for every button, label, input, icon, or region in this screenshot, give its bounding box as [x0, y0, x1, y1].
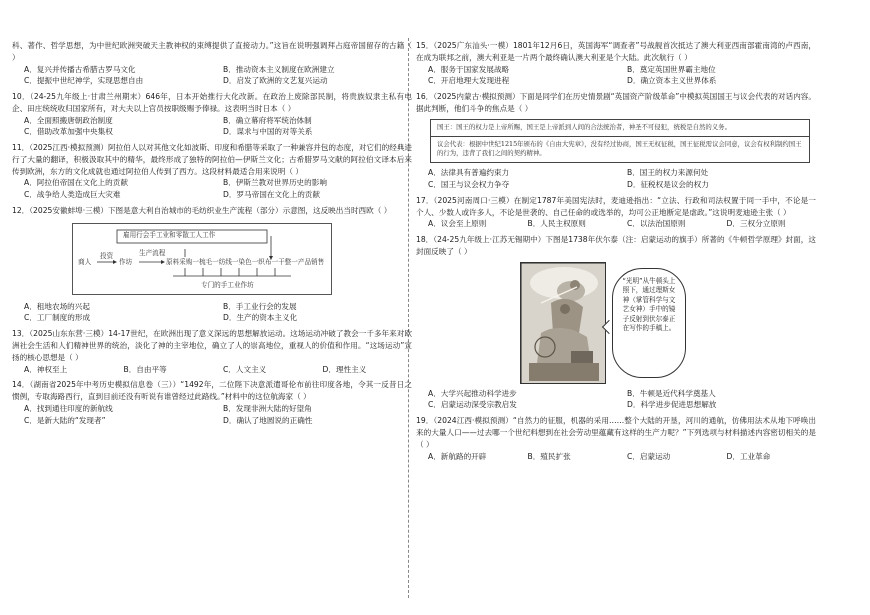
- question-17: [416, 195, 816, 230]
- question-stem: 18．（24-25九年级上·江苏无锡期中）下图是1738年伏尔泰（注：启蒙运动的旗手）所著的《牛顿哲学原理》封面，这封面反映了（ ）: [416, 235, 816, 256]
- left-column: [12, 40, 412, 430]
- option-a: A．神权至上: [24, 364, 68, 374]
- option-d: D．谋求与中国的对等关系: [223, 127, 313, 137]
- question-stem: 11．（2025江西·模拟预测）阿拉伯人以对其他文化如波斯、印度和希腊等采取了一种兼容并包的态度，对它们的经典进行了大量的翻译，积极汲取其中的精华，最终形成了独特的阿拉伯—伊斯兰文化；古希腊罗马文献的阿拉伯文译本后来传到欧洲，东方的文化成就也通过阿拉伯人传到了西方。这段材料最适合用来说明（ ）: [12, 143, 412, 176]
- question-stem: 15．（2025广东汕头·一模）1801年12月6日，英国海军“调查者”号战舰首次抵达了澳大利亚西南部霍南湾的卢西南，在成为联邦之前，澳大利亚是一片两个最终确认澳大利亚是个大陆。此次航行（ ）: [416, 41, 816, 62]
- question-19: [416, 415, 816, 462]
- option-a: A．复兴并传播古希腊古罗马文化: [24, 64, 136, 74]
- option-d: D．启发了欧洲的文艺复兴运动: [223, 76, 328, 86]
- option-a: A．租地农场的兴起: [24, 301, 90, 311]
- option-d: D．罗马帝国在文化上的贡献: [223, 190, 320, 200]
- king-statement: 国王：国王的权力是上帝所赐，国王是上帝派到人间的合法统治者，神圣不可侵犯，统税是自然的义务。: [437, 122, 731, 131]
- option-a: A．法律具有普遍约束力: [428, 168, 510, 178]
- merchant-label: 商人: [78, 257, 92, 266]
- option-c: C．借助改革加强中央集权: [24, 127, 113, 137]
- option-a: A．全面照搬唐朝政治制度: [24, 115, 113, 125]
- option-b: B．手工业行会的发展: [223, 301, 297, 311]
- option-a: A．找到通往印度的新航线: [24, 403, 113, 413]
- options: [12, 115, 412, 139]
- option-c: C．人文主义: [223, 364, 267, 374]
- engraving-illustration: [521, 263, 606, 384]
- question-13: [12, 328, 412, 375]
- option-a: A．大学兴起推动科学进步: [428, 388, 517, 398]
- option-d: D．工业革命: [726, 451, 771, 461]
- option-b: B．牛顿是近代科学奠基人: [627, 388, 716, 398]
- option-b: B．国王的权力来源何处: [627, 168, 709, 178]
- question-stem: 13．（2025山东东营·三模）14-17世纪，在欧洲出现了意义深远的思想解放运动。这场运动冲破了教会一千多年来对欧洲社会生活和人们精神世界的统治，淡化了神的主宰地位，确立了人的崇高地位，重视人的价值和作用。“这场运动”宣扬的核心思想是（ ）: [12, 329, 412, 362]
- option-b: B．自由平等: [123, 364, 167, 374]
- question-stem: 科、著作、哲学思想，为中世纪欧洲突破天主教神权的束缚提供了直接动力。”这旨在说明强调拜占庭帝国留存的古籍（ ）: [12, 41, 412, 62]
- question-18: [416, 234, 816, 411]
- options: [416, 388, 816, 412]
- option-a: A．服务于国家发展战略: [428, 64, 510, 74]
- question-16: [416, 91, 816, 191]
- process-label: 生产流程: [139, 248, 166, 257]
- option-c: C．启蒙运动深受宗教启发: [428, 400, 517, 410]
- question-9: [12, 40, 412, 87]
- options: [416, 218, 816, 230]
- option-c: C．开启地理大发现进程: [428, 76, 510, 86]
- option-d: D．科学进步促进思想解放: [627, 400, 717, 410]
- hire-label: 雇用行会手工业和零散工人工作: [123, 230, 216, 239]
- figure-area: [416, 262, 816, 384]
- options: [12, 364, 412, 376]
- option-a: A．议会至上原则: [428, 219, 487, 229]
- question-15: [416, 40, 816, 87]
- option-d: D．征税权是议会的权力: [627, 180, 709, 190]
- specialist-label: 专门的手工业作坊: [201, 280, 254, 289]
- option-d: D．确立资本主义世界体系: [627, 76, 717, 86]
- question-11: [12, 142, 412, 201]
- option-a: A．新航路的开辟: [428, 451, 487, 461]
- option-d: D．生产的资本主义化: [223, 313, 298, 323]
- option-c: C．以法治国原则: [627, 219, 686, 229]
- option-c: C．工厂制度的形成: [24, 313, 91, 323]
- invest-label: 投资: [100, 251, 114, 260]
- option-b: B．发现非洲大陆的好望角: [223, 403, 312, 413]
- question-10: [12, 91, 412, 138]
- option-b: B．奠定英国世界霸主地位: [627, 64, 716, 74]
- workshop-label: 作坊: [119, 257, 133, 266]
- options: [12, 403, 412, 427]
- options: [416, 451, 816, 463]
- option-b: B．推动资本主义制度在欧洲建立: [223, 64, 335, 74]
- question-stem: 14．（湖南省2025年中考历史模拟信息卷（三））“1492年，二位陛下决意派遣哥伦布前往印度各地，令其一反昔日之惯例，专取海路西行，直到目前还没有听说有谁曾经过此路线。”材料中的这位航海家（ ）: [12, 380, 412, 402]
- parliament-statement: 议会代表：根据中世纪1215年颁布的《自由大宪章》，没有经过协商，国王无权征税，国王征税需议会同意，议会有权利制约国王的行为，违背了我们之间的契约精神。: [431, 136, 809, 163]
- option-b: B．确立幕府将军统治体制: [223, 115, 312, 125]
- question-stem: 17．（2025河南周口·三模）在制定1787年美国宪法时，麦迪逊指出：“立法、行政和司法权置于同一手中，不论是一个人、少数人或许多人，不论是世袭的、自己任命的或选举的，均可公正地断定是虐政。”这说明麦迪逊主张（ ）: [416, 195, 816, 217]
- options: [12, 301, 412, 325]
- question-12: [12, 205, 412, 324]
- options: [416, 64, 816, 88]
- option-c: C．战争给人类造成巨大灾难: [24, 190, 121, 200]
- callout-bubble: “光明”从牛顿头上照下，通过理斯女神（掌管科学与文艺女神）手中的镜子反射到伏尔泰正在写作的手稿上。: [612, 268, 686, 378]
- option-d: D．三权分立原则: [726, 219, 786, 229]
- option-b: B．人民主权原则: [527, 219, 586, 229]
- option-c: C．国王与议会权力争夺: [428, 180, 510, 190]
- option-d: D．确认了地圆说的正确性: [223, 415, 313, 425]
- production-flow-diagram: [72, 223, 332, 295]
- option-c: C．是新大陆的“发现者”: [24, 415, 106, 425]
- option-b: B．伊斯兰教对世界历史的影响: [223, 178, 327, 188]
- options: [12, 64, 412, 88]
- option-c: C．启蒙运动: [627, 451, 671, 461]
- question-14: [12, 379, 412, 426]
- dialogue-box: [430, 119, 810, 164]
- option-c: C．提振中世纪神学，实现思想自由: [24, 76, 144, 86]
- options: [416, 167, 816, 191]
- question-stem: 16．（2025内蒙古·模拟预测）下面是同学们在历史情景剧“英国资产阶级革命”中模拟英国国王与议会代表的对话内容。据此判断，他们斗争的焦点是（ ）: [416, 92, 816, 113]
- newton-engraving-image: [520, 262, 606, 384]
- option-d: D．理性主义: [322, 364, 367, 374]
- right-column: [416, 40, 816, 466]
- option-a: A．阿拉伯帝国在文化上的贡献: [24, 178, 128, 188]
- chain-label: 原料采购一梳毛一纺线一染色一织布一干整一产品销售: [166, 257, 325, 266]
- options: [12, 177, 412, 201]
- question-stem: 19．（2024江西·模拟预测）“自然力的征服，机器的采用……整个大陆的开垦，河川的通航，仿佛用法术从地下呼唤出来的大量人口——过去哪一个世纪料想到在社会劳动里蕴藏有这样的生产力呢？”下列选项与材料描述内容密切相关的是（ ）: [416, 416, 816, 449]
- option-b: B．殖民扩张: [527, 451, 571, 461]
- question-stem: 10．（24-25九年级上·甘肃兰州期末）646年，日本开始推行大化改新。在政治上废除部民制，将贵族奴隶主私有电企、田庄统统收归国家所有，对大夫以上官员按职级赐予俸禄。这表明当时日本（ ）: [12, 92, 412, 113]
- question-stem: 12．（2025安徽蚌埠·三模）下图是意大利自治城市的毛纺织业生产流程（部分）示意图，这反映出当时西欧（ ）: [12, 205, 392, 215]
